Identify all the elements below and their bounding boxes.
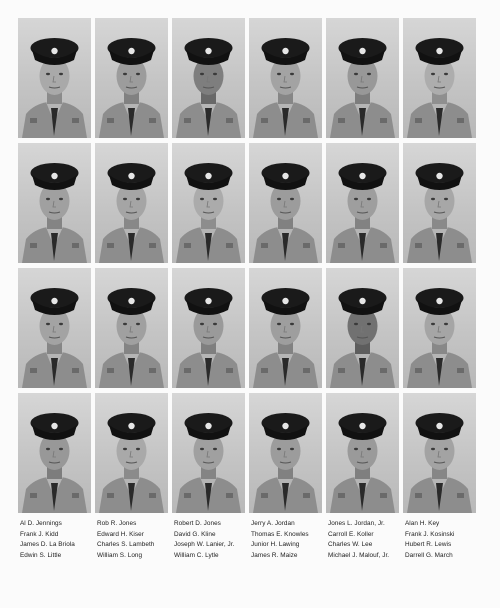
soldier-name: Robert D. Jones	[174, 520, 221, 527]
portrait-photo	[403, 18, 476, 138]
soldier-name: Junior H. Lawing	[251, 541, 300, 548]
portrait-photo	[326, 18, 399, 138]
portrait-photo	[18, 143, 91, 263]
soldier-portrait-image	[326, 18, 399, 138]
soldier-portrait-image	[95, 18, 168, 138]
soldier-name: David G. Kline	[174, 530, 216, 538]
portrait-photo	[172, 393, 245, 513]
portrait-photo	[249, 393, 322, 513]
soldier-portrait-image	[172, 18, 245, 138]
soldier-portrait-image	[95, 268, 168, 388]
soldier-name: Jerry A. Jordan	[251, 520, 295, 527]
soldier-portrait-image	[249, 393, 322, 513]
name-column	[174, 519, 251, 561]
portrait-photo	[326, 393, 399, 513]
soldier-portrait-image	[326, 268, 399, 388]
soldier-name: Thomas E. Knowles	[251, 530, 309, 538]
portrait-photo	[18, 18, 91, 138]
soldier-name: Michael J. Malouf, Jr.	[328, 551, 390, 559]
soldier-portrait-image	[403, 268, 476, 388]
soldier-portrait-image	[249, 18, 322, 138]
soldier-portrait-image	[403, 393, 476, 513]
soldier-portrait-image	[172, 268, 245, 388]
portrait-photo	[18, 268, 91, 388]
soldier-portrait-image	[326, 143, 399, 263]
portrait-photo	[326, 143, 399, 263]
portrait-photo	[249, 268, 322, 388]
soldier-name: Al D. Jennings	[20, 520, 62, 527]
soldier-name: James R. Maize	[251, 551, 298, 559]
portrait-photo	[95, 393, 168, 513]
soldier-portrait-image	[95, 393, 168, 513]
soldier-name: Charles W. Lee	[328, 541, 373, 548]
name-column	[20, 519, 97, 561]
soldier-name: Jones L. Jordan, Jr.	[328, 520, 385, 527]
soldier-name: Hubert R. Lewis	[405, 541, 452, 548]
name-column	[405, 519, 482, 561]
soldier-portrait-image	[249, 143, 322, 263]
name-list	[20, 519, 482, 561]
portrait-grid	[18, 18, 476, 513]
soldier-portrait-image	[18, 393, 91, 513]
soldier-name: Rob R. Jones	[97, 520, 137, 527]
soldier-portrait-image	[18, 143, 91, 263]
soldier-portrait-image	[18, 18, 91, 138]
soldier-name: Frank J. Kosinski	[405, 530, 455, 538]
portrait-photo	[18, 393, 91, 513]
portrait-photo	[172, 268, 245, 388]
soldier-name: William S. Long	[97, 551, 143, 559]
portrait-photo	[249, 18, 322, 138]
soldier-portrait-image	[95, 143, 168, 263]
soldier-name: Edward H. Kiser	[97, 530, 144, 538]
soldier-name: Alan H. Key	[405, 520, 440, 527]
portrait-photo	[403, 268, 476, 388]
portrait-photo	[95, 18, 168, 138]
portrait-photo	[249, 143, 322, 263]
soldier-name: Darrell G. March	[405, 551, 453, 559]
soldier-portrait-image	[18, 268, 91, 388]
portrait-photo	[172, 143, 245, 263]
soldier-portrait-image	[172, 143, 245, 263]
soldier-name: William C. Lytle	[174, 551, 219, 559]
soldier-portrait-image	[172, 393, 245, 513]
name-column	[328, 519, 405, 561]
soldier-portrait-image	[403, 18, 476, 138]
soldier-portrait-image	[403, 143, 476, 263]
soldier-portrait-image	[326, 393, 399, 513]
portrait-photo	[403, 143, 476, 263]
soldier-name: Frank J. Kidd	[20, 530, 59, 538]
name-column	[97, 519, 174, 561]
soldier-name: Edwin S. Little	[20, 551, 62, 559]
portrait-photo	[326, 268, 399, 388]
soldier-name: Charles S. Lambeth	[97, 541, 155, 548]
soldier-name: Carroll E. Koller	[328, 530, 374, 538]
portrait-photo	[403, 393, 476, 513]
soldier-portrait-image	[249, 268, 322, 388]
portrait-photo	[172, 18, 245, 138]
soldier-name: James D. La Briola	[20, 541, 75, 548]
soldier-name: Joseph W. Lanier, Jr.	[174, 541, 235, 548]
name-column	[251, 519, 328, 561]
portrait-photo	[95, 268, 168, 388]
portrait-photo	[95, 143, 168, 263]
